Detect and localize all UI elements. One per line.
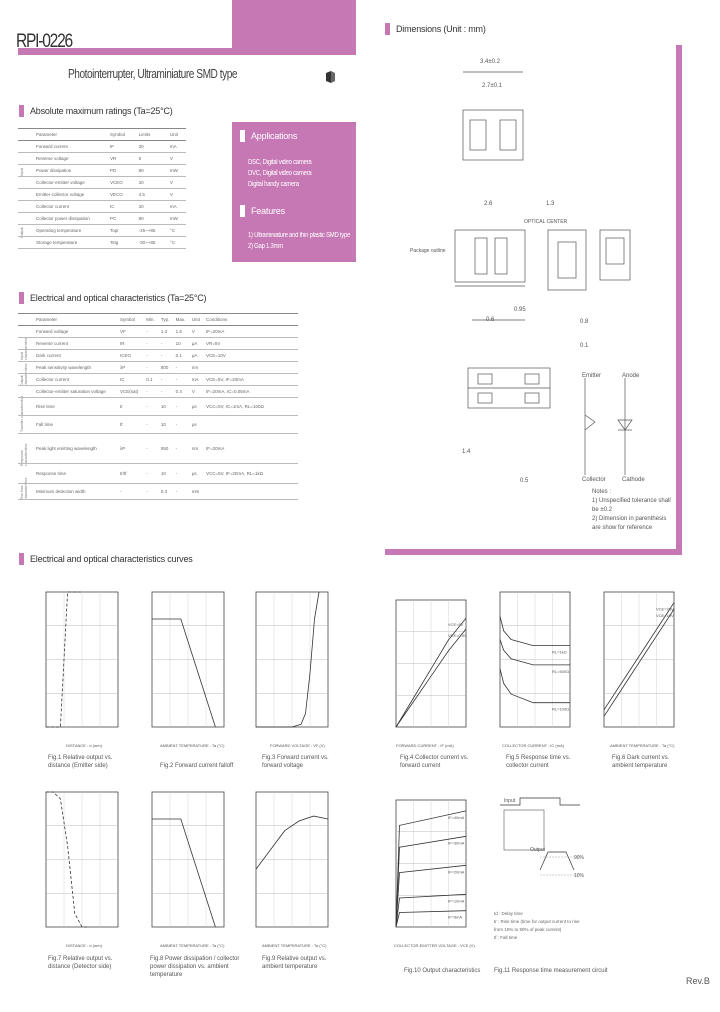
cell: - <box>159 338 174 350</box>
dimensions-panel-border-right <box>676 45 682 555</box>
cell: 4.5 <box>137 189 168 201</box>
cell: 10 <box>159 398 174 416</box>
cell: Minimum detection width <box>18 484 118 500</box>
cell: VCEO <box>108 177 137 189</box>
table-header-row <box>18 314 298 326</box>
cell: - <box>118 484 144 500</box>
cell: mA <box>168 201 186 213</box>
cell: μs <box>190 416 204 434</box>
elec-group-output: Output characteristics <box>20 363 28 386</box>
cell: 10 <box>159 464 174 484</box>
cell: - <box>144 350 159 362</box>
dimension-notes <box>592 488 672 533</box>
dim-label: 0.95 <box>514 307 526 313</box>
cell: - <box>144 464 159 484</box>
pin-label-emitter: Emitter <box>582 373 602 379</box>
cell: 0.3 <box>159 484 174 500</box>
table-header-row <box>18 129 186 141</box>
list-item: 2) Gap 1.3mm <box>248 243 283 250</box>
cell: Forward voltage <box>18 326 118 338</box>
cell: V <box>168 189 186 201</box>
axis-label: DISTANCE : d (mm) <box>66 743 102 748</box>
fig-caption: Fig.2 Forward current falloff <box>160 763 234 769</box>
cell: 1.6 <box>174 326 190 338</box>
page-subtitle: Photointerrupter, Ultraminiature SMD type <box>68 66 238 81</box>
cell <box>204 484 298 500</box>
dim-label: Package outline <box>410 248 446 254</box>
cell: PC <box>108 213 137 225</box>
cell: IC <box>108 201 137 213</box>
cell: VR=5V <box>204 338 298 350</box>
section-marker-icon <box>240 130 245 142</box>
cell: 80 <box>137 165 168 177</box>
cell: 800 <box>159 362 174 374</box>
cell: V <box>190 386 204 398</box>
cell: IF=20mA, IC=0.05mA <box>204 386 298 398</box>
phototransistor-icon <box>585 415 595 430</box>
cell: - <box>144 484 159 500</box>
dim-label: 0.8 <box>580 319 589 325</box>
cell: λP <box>118 434 144 464</box>
series-label: VCE=10V <box>656 613 674 619</box>
table-row <box>18 326 298 338</box>
section-marker-icon <box>19 553 24 565</box>
elec-group-response: Response characteristics <box>20 443 28 466</box>
series-label: IF=30mA <box>448 840 465 846</box>
table-row <box>18 416 298 434</box>
column-header: Limits <box>137 129 168 141</box>
axis-label: AMBIENT TEMPERATURE : Ta (°C) <box>610 743 675 748</box>
notes-title: Notes : <box>592 489 612 495</box>
fig-caption: Fig.7 Relative output vs. distance (Detector side) <box>48 956 113 970</box>
cell: VECO <box>108 189 137 201</box>
elec-group-transfer: Transfer characteristics <box>20 395 24 432</box>
cell: - <box>174 464 190 484</box>
cell: λP <box>118 362 144 374</box>
cell: mW <box>168 165 186 177</box>
applications-title: Applications <box>251 131 298 141</box>
cell: V <box>190 326 204 338</box>
axis-label: DISTANCE : d (mm) <box>66 943 102 948</box>
cell: IF=20mA <box>204 326 298 338</box>
curves-title: Electrical and optical characteristics curves <box>30 554 193 564</box>
cell: Collector power dissipation <box>18 213 108 225</box>
cell: 80 <box>137 213 168 225</box>
cell: tf <box>118 416 144 434</box>
table-row <box>18 153 186 165</box>
cell: V <box>168 153 186 165</box>
note-item: td : Delay time <box>494 911 523 916</box>
cell: °C <box>168 237 186 249</box>
dim-label: 0.5 <box>520 478 529 484</box>
cell <box>204 362 298 374</box>
section-marker-icon <box>19 292 24 304</box>
cell: ICEO <box>118 350 144 362</box>
elec-group-risetime: Rise time characteristics <box>20 477 28 500</box>
series-label: VCE=0.5V <box>448 633 467 639</box>
table-row <box>18 434 298 464</box>
cell: - <box>174 484 190 500</box>
cell: Rise time <box>18 398 118 416</box>
note-item: tr : Rise time (time for output current to rise from 10% to 90% of peak current) <box>494 919 580 932</box>
cell: - <box>174 416 190 434</box>
column-header: Unit <box>190 314 204 326</box>
cell: 30 <box>137 201 168 213</box>
cell: Dark current <box>18 350 118 362</box>
cell: - <box>144 326 159 338</box>
cell: Reverse voltage <box>18 153 108 165</box>
cell: mm <box>190 484 204 500</box>
cell: VCC=5V, IF=20mA, RL=1kΩ <box>204 464 298 484</box>
cell: V <box>168 177 186 189</box>
cell: Emitter-collector voltage <box>18 189 108 201</box>
list-item: 1) Ultraminiature and thin plastic SMD type <box>248 232 351 239</box>
cell: 5 <box>137 153 168 165</box>
cell: Forward current <box>18 141 108 153</box>
table-row <box>18 338 298 350</box>
cell: μs <box>190 464 204 484</box>
cell: Peak sensitivity wavelength <box>18 362 118 374</box>
pin-label-anode: Anode <box>622 373 640 379</box>
dim-label: 0.1 <box>580 343 589 349</box>
cell: nm <box>190 434 204 464</box>
series-label: IF=5mA <box>448 914 463 920</box>
cell: VF <box>118 326 144 338</box>
axis-label: FORWARD CURRENT : IF (mA) <box>396 743 454 748</box>
cell: Reverse current <box>18 338 118 350</box>
table-row <box>18 464 298 484</box>
table-row <box>18 165 186 177</box>
cell: - <box>174 434 190 464</box>
section-marker-icon <box>240 205 245 217</box>
part-number: RPI-0226 <box>16 31 72 52</box>
axis-label: AMBIENT TEMPERATURE : Ta (°C) <box>160 743 225 748</box>
dim-label: 0.6 <box>486 317 495 323</box>
list-item: DVC, Digital video camera <box>248 170 312 177</box>
list-item: Digital handy camera <box>248 181 299 188</box>
table-row <box>18 362 298 374</box>
cell: μA <box>190 338 204 350</box>
cell: 10 <box>174 338 190 350</box>
cell: - <box>174 362 190 374</box>
cell: Tstg <box>108 237 137 249</box>
cell: VCE=10V <box>204 350 298 362</box>
cell: IF <box>108 141 137 153</box>
cell: Collector current <box>18 201 108 213</box>
rohm-logo-icon <box>326 70 335 82</box>
series-label: IF=10mA <box>448 898 465 904</box>
fig-caption: Fig.3 Forward current vs. forward voltage <box>262 755 329 769</box>
cell: -25~+85 <box>137 225 168 237</box>
cell: - <box>144 416 159 434</box>
package-top-view <box>463 110 523 160</box>
cell: mA <box>190 374 204 386</box>
series-label: RL=100Ω <box>552 706 570 712</box>
cell: 30 <box>137 141 168 153</box>
column-header: Unit <box>168 129 186 141</box>
cell: μs <box>190 398 204 416</box>
cell: 0.1 <box>144 374 159 386</box>
fig-caption: Fig.6 Dark current vs. ambient temperature <box>612 755 670 769</box>
table-row <box>18 484 298 500</box>
column-header: Min. <box>144 314 159 326</box>
column-header: Symbol <box>108 129 137 141</box>
cell: 950 <box>159 434 174 464</box>
cell: tr/tf <box>118 464 144 484</box>
abs-max-table <box>18 128 186 249</box>
cell: nm <box>190 362 204 374</box>
axis-label: AMBIENT TEMPERATURE : Ta (°C) <box>262 943 327 948</box>
fig-caption: Fig.5 Response time vs. collector current <box>506 755 571 769</box>
cell: - <box>174 398 190 416</box>
cell: - <box>144 398 159 416</box>
package-right-view <box>548 230 586 290</box>
circuit-box <box>504 810 544 850</box>
cell: Collector-emitter saturation voltage <box>18 386 118 398</box>
cell: 10 <box>159 416 174 434</box>
cell: - <box>159 386 174 398</box>
abs-max-group-output: Output <box>20 227 24 238</box>
note-item: tf : Fall time <box>494 935 518 940</box>
table-row <box>18 398 298 416</box>
characteristic-curves <box>0 580 720 980</box>
note-item: 2) Dimension in parenthesis are show for reference <box>592 516 667 531</box>
cell: 30 <box>137 177 168 189</box>
fig-caption: Fig.1 Relative output vs. distance (Emitter side) <box>48 755 113 769</box>
column-header: Conditions <box>204 314 298 326</box>
cell: tr <box>118 398 144 416</box>
column-header: Parameter <box>18 129 108 141</box>
abs-max-group-input: Input <box>20 168 24 176</box>
circuit-pct-label: 90% <box>574 855 585 861</box>
cell: Peak light emitting wavelength <box>18 434 118 464</box>
fig-caption: Fig.8 Power dissipation / collector power dissipation vs. ambient temperature <box>150 956 240 978</box>
cell: Collector-emitter voltage <box>18 177 108 189</box>
pin-label-cathode: Cathode <box>622 477 645 483</box>
table-row <box>18 213 186 225</box>
elec-title: Electrical and optical characteristics (Ta=25°C) <box>30 293 207 303</box>
section-marker-icon <box>385 23 390 35</box>
header-pink-band-right <box>232 0 356 55</box>
table-row <box>18 374 298 386</box>
cell: - <box>144 386 159 398</box>
cell: VCE(sat) <box>118 386 144 398</box>
table-row <box>18 350 298 362</box>
axis-label: AMBIENT TEMPERATURE : Ta (°C) <box>160 943 225 948</box>
package-side-view <box>455 230 525 282</box>
cell: - <box>159 374 174 386</box>
table-row <box>18 189 186 201</box>
cell: Response time <box>18 464 118 484</box>
cell: - <box>144 434 159 464</box>
cell: °C <box>168 225 186 237</box>
table-row <box>18 177 186 189</box>
column-header: Max. <box>174 314 190 326</box>
dim-label: OPTICAL CENTER <box>524 219 568 225</box>
cell: IC <box>118 374 144 386</box>
abs-max-title: Absolute maximum ratings (Ta=25°C) <box>30 106 173 116</box>
revision: Rev.B <box>686 976 710 986</box>
axis-label: FORWARD VOLTAGE : VF (V) <box>270 743 325 748</box>
cell: IF=20mA <box>204 434 298 464</box>
table-row <box>18 141 186 153</box>
dim-label: 2.6 <box>484 201 493 207</box>
fig-caption: Fig.4 Collector current vs. forward current <box>400 755 469 769</box>
axis-label: COLLECTOR CURRENT : IC (mA) <box>502 743 565 748</box>
table-row <box>18 237 186 249</box>
fig-caption: Fig.11 Response time measurement circuit <box>494 968 608 974</box>
cell: IR <box>118 338 144 350</box>
elec-group-input: Input characteristics <box>20 337 28 360</box>
cell: Storage temperature <box>18 237 108 249</box>
section-marker-icon <box>19 105 24 117</box>
cell: Power dissipation <box>18 165 108 177</box>
series-label: VCE=5V <box>448 622 464 628</box>
cell: VCE=5V, IF=20mA <box>204 374 298 386</box>
series-label: RL=500Ω <box>552 668 570 674</box>
cell: - <box>174 374 190 386</box>
dimensions-panel-border-bottom <box>385 549 682 555</box>
note-item: 1) Unspecified tolerance shall be ±0.2 <box>592 498 671 513</box>
cell: - <box>144 338 159 350</box>
column-header: Symbol <box>118 314 144 326</box>
series-label: IF=20mA <box>448 869 465 875</box>
cell: mW <box>168 213 186 225</box>
cell: 0.4 <box>174 386 190 398</box>
cell: 1.3 <box>159 326 174 338</box>
cell: Fall time <box>18 416 118 434</box>
axis-label: COLLECTOR-EMITTER VOLTAGE : VCE (V) <box>394 943 475 948</box>
series-label: IF=40mA <box>448 814 465 820</box>
features-title: Features <box>251 206 285 216</box>
dimension-drawing <box>400 50 675 545</box>
output-waveform <box>540 852 574 870</box>
cell: Operating temperature <box>18 225 108 237</box>
list-item: DSC, Digital video camera <box>248 159 312 166</box>
series-label: RL=1kΩ <box>552 649 567 655</box>
pin-label-collector: Collector <box>582 477 606 483</box>
cell: Collector current <box>18 374 118 386</box>
dim-label: 1.3 <box>546 201 555 207</box>
table-row <box>18 386 298 398</box>
cell: VCC=5V, IC=1mA, RL=100Ω <box>204 398 298 416</box>
cell: 0.1 <box>174 350 190 362</box>
series-label: VCE=20V <box>656 606 674 612</box>
dim-label: 3.4±0.2 <box>480 59 500 65</box>
cell: PD <box>108 165 137 177</box>
column-header: Typ. <box>159 314 174 326</box>
table-row <box>18 201 186 213</box>
circuit-output-label: Output <box>530 847 546 853</box>
dimensions-title: Dimensions (Unit : mm) <box>396 24 486 34</box>
fig-caption: Fig.10 Output characteristics <box>404 968 481 974</box>
cell: mA <box>168 141 186 153</box>
fig-caption: Fig.9 Relative output vs. ambient temperature <box>262 956 327 970</box>
cell: - <box>144 362 159 374</box>
cell: -30~+85 <box>137 237 168 249</box>
circuit-input-label: Input <box>504 798 516 804</box>
cell: VR <box>108 153 137 165</box>
dim-label: 1.4 <box>462 449 471 455</box>
cell: μA <box>190 350 204 362</box>
dim-label: 2.7±0.1 <box>482 83 502 89</box>
cell <box>204 416 298 434</box>
features-list <box>248 230 350 252</box>
table-row <box>18 225 186 237</box>
elec-table <box>18 313 298 500</box>
circuit-pct-label: 10% <box>574 873 585 879</box>
applications-list <box>248 157 311 190</box>
cell: - <box>159 350 174 362</box>
column-header: Parameter <box>18 314 118 326</box>
circuit-notes <box>494 910 584 942</box>
cell: Topr <box>108 225 137 237</box>
